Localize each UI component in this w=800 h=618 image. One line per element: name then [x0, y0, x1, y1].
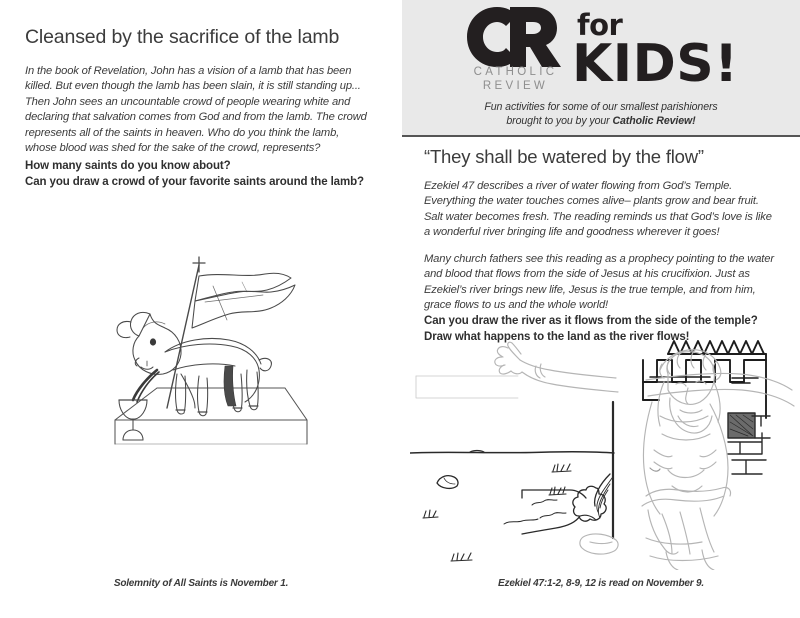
- lamb-of-god-illustration: [95, 248, 330, 453]
- left-page-caption: Solemnity of All Saints is November 1.: [113, 578, 289, 589]
- right-paragraph-1: Ezekiel 47 describes a river of water flowing from God’s Temple. Everything the water touches comes alive– plants grow and bear fruit. Salt water becomes fresh. The reading reminds us that God’s love is like a wonderful river bringing life and goodness wherever it goes!: [424, 180, 772, 239]
- left-page-prompt: [25, 158, 375, 190]
- right-prompt-line-2: Draw what happens to the land as the river flows!: [424, 331, 690, 344]
- tagline-line-2-prefix: brought to you by your: [506, 115, 613, 128]
- for-label: for: [577, 8, 623, 42]
- right-paragraph-2: Many church fathers see this reading as a prophecy pointing to the water and blood that flows from the side of Jesus at his crucifixion. Just as Ezekiel’s river brings new life, Jesus is the true temple, and from him, grace flows to us and the whole world!: [424, 252, 774, 312]
- left-page-title: Cleansed by the sacrifice of the lamb: [25, 26, 340, 48]
- right-page-title: “They shall be watered by the flow”: [424, 146, 704, 167]
- masthead-tagline: [402, 100, 800, 129]
- crucifixion-river-illustration: [410, 338, 800, 570]
- catholic-review-cr-monogram-icon: [464, 6, 564, 68]
- logo-word-catholic: CATHOLIC: [473, 66, 558, 78]
- logo-word-review: REVIEW: [482, 79, 549, 92]
- left-prompt-line-1: How many saints do you know about?: [25, 160, 231, 172]
- logo-row: [402, 4, 800, 96]
- left-prompt-line-2: Can you draw a crowd of your favorite saints around the lamb?: [25, 176, 364, 189]
- masthead-banner: [402, 0, 800, 137]
- right-prompt-line-1: Can you draw the river as it flows from the side of the temple?: [424, 315, 758, 327]
- right-page-body: [424, 179, 776, 325]
- tagline-line-1: Fun activities for some of our smallest parishioners: [484, 101, 718, 113]
- tagline-brand: Catholic Review!: [612, 115, 696, 128]
- catholic-review-wordmark: [464, 66, 567, 93]
- tagline-line-2: [402, 114, 800, 128]
- left-page-body: In the book of Revelation, John has a vision of a lamb that has been killed. But even though the lamb has been slain, it is still standing up... Then John sees an uncountable crowd of people wearing white and declaring that salvation comes from God and from the lamb. The crowd represents all of the saints in heaven. Who do you think the lamb, whose blood was shed for the sake of the crowd, represents?: [25, 65, 367, 155]
- kids-label: KIDS!: [572, 34, 739, 94]
- right-page-caption: Ezekiel 47:1-2, 8-9, 12 is read on November 9.: [498, 578, 704, 589]
- right-column: [402, 0, 800, 618]
